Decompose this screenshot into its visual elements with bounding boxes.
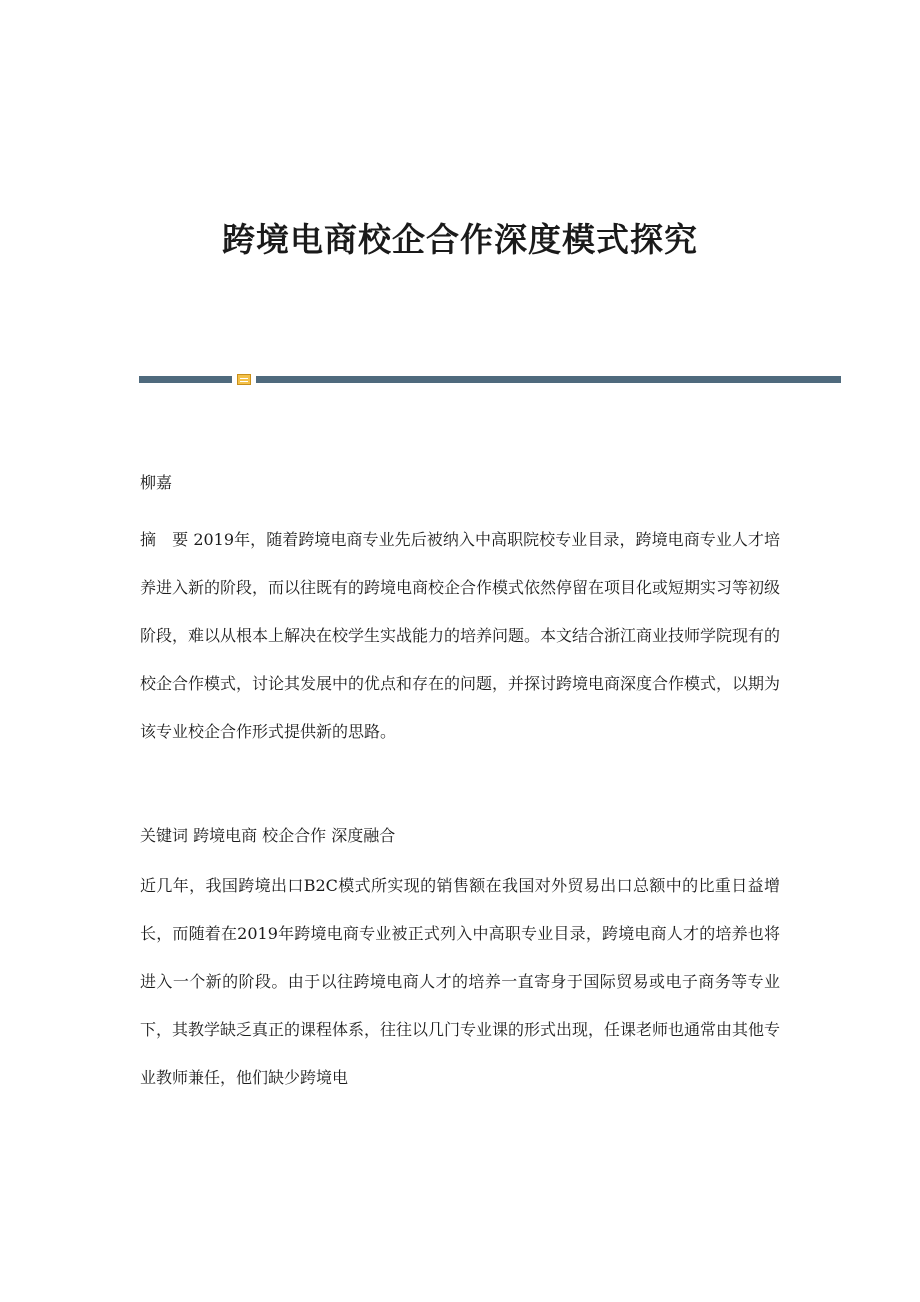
page-title: 跨境电商校企合作深度模式探究: [222, 220, 698, 259]
title-divider: [139, 374, 841, 386]
divider-left-segment: [139, 376, 232, 383]
divider-marker-icon: [237, 374, 251, 385]
divider-right-segment: [256, 376, 841, 383]
body-paragraph: 近几年，我国跨境出口B2C模式所实现的销售额在我国对外贸易出口总额中的比重日益增长，而随着在2019年跨境电商专业被正式列入中高职专业目录，跨境电商人才的培养也将进入一个新的阶段。由于以往跨境电商人才的培养一直寄身于国际贸易或电子商务等专业下，其教学缺乏真正的课程体系，往往以几门专业课的形式出现，任课老师也通常由其他专业教师兼任，他们缺少跨境电: [140, 876, 781, 1087]
keywords-line: 关键词 跨境电商 校企合作 深度融合: [140, 826, 396, 845]
abstract-paragraph: 摘 要 2019年，随着跨境电商专业先后被纳入中高职院校专业目录，跨境电商专业人才培养进入新的阶段，而以往既有的跨境电商校企合作模式依然停留在项目化或短期实习等初级阶段，难以从根本上解决在校学生实战能力的培养问题。本文结合浙江商业技师学院现有的校企合作模式，讨论其发展中的优点和存在的问题，并探讨跨境电商深度合作模式，以期为该专业校企合作形式提供新的思路。: [140, 530, 781, 741]
author-name: 柳嘉: [140, 473, 173, 492]
